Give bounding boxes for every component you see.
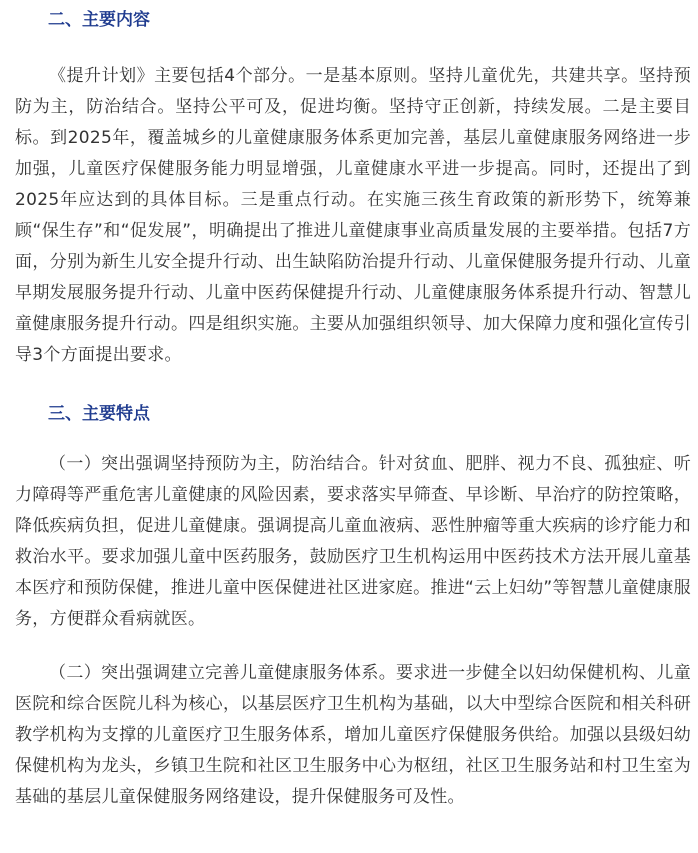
section-heading-main-content: 二、主要内容 bbox=[48, 10, 150, 30]
section-heading-main-features: 三、主要特点 bbox=[48, 404, 150, 424]
article-body bbox=[15, 0, 691, 813]
paragraph-main-content: 《提升计划》主要包括4个部分。一是基本原则。坚持儿童优先，共建共享。坚持预防为主，防治结合。坚持公平可及，促进均衡。坚持守正创新，持续发展。二是主要目标。到2025年，覆盖城乡的儿童健康服务体系更加完善，基层儿童健康服务网络进一步加强，儿童医疗保健服务能力明显增强，儿童健康水平进一步提高。同时，还提出了到2025年应达到的具体目标。三是重点行动。在实施三孩生育政策的新形势下，统筹兼顾“保生存”和“促发展”，明确提出了推进儿童健康事业高质量发展的主要举措。包括7方面，分别为新生儿安全提升行动、出生缺陷防治提升行动、儿童保健服务提升行动、儿童早期发展服务提升行动、儿童中医药保健提升行动、儿童健康服务体系提升行动、智慧儿童健康服务提升行动。四是组织实施。主要从加强组织领导、加大保障力度和强化宣传引导3个方面提出要求。 bbox=[15, 66, 691, 365]
paragraph-feature-service-system: （二）突出强调建立完善儿童健康服务体系。要求进一步健全以妇幼保健机构、儿童医院和综合医院儿科为核心，以基层医疗卫生机构为基础，以大中型综合医院和相关科研教学机构为支撑的儿童医疗卫生服务体系，增加儿童医疗保健服务供给。加强以县级妇幼保健机构为龙头，乡镇卫生院和社区卫生服务中心为枢纽，社区卫生服务站和村卫生室为基础的基层儿童保健服务网络建设，提升保健服务可及性。 bbox=[15, 663, 691, 807]
paragraph-feature-prevention: （一）突出强调坚持预防为主，防治结合。针对贫血、肥胖、视力不良、孤独症、听力障碍等严重危害儿童健康的风险因素，要求落实早筛查、早诊断、早治疗的防控策略，降低疾病负担，促进儿童健康。强调提高儿童血液病、恶性肿瘤等重大疾病的诊疗能力和救治水平。要求加强儿童中医药服务，鼓励医疗卫生机构运用中医药技术方法开展儿童基本医疗和预防保健，推进儿童中医保健进社区进家庭。推进“云上妇幼”等智慧儿童健康服务，方便群众看病就医。 bbox=[15, 454, 691, 629]
